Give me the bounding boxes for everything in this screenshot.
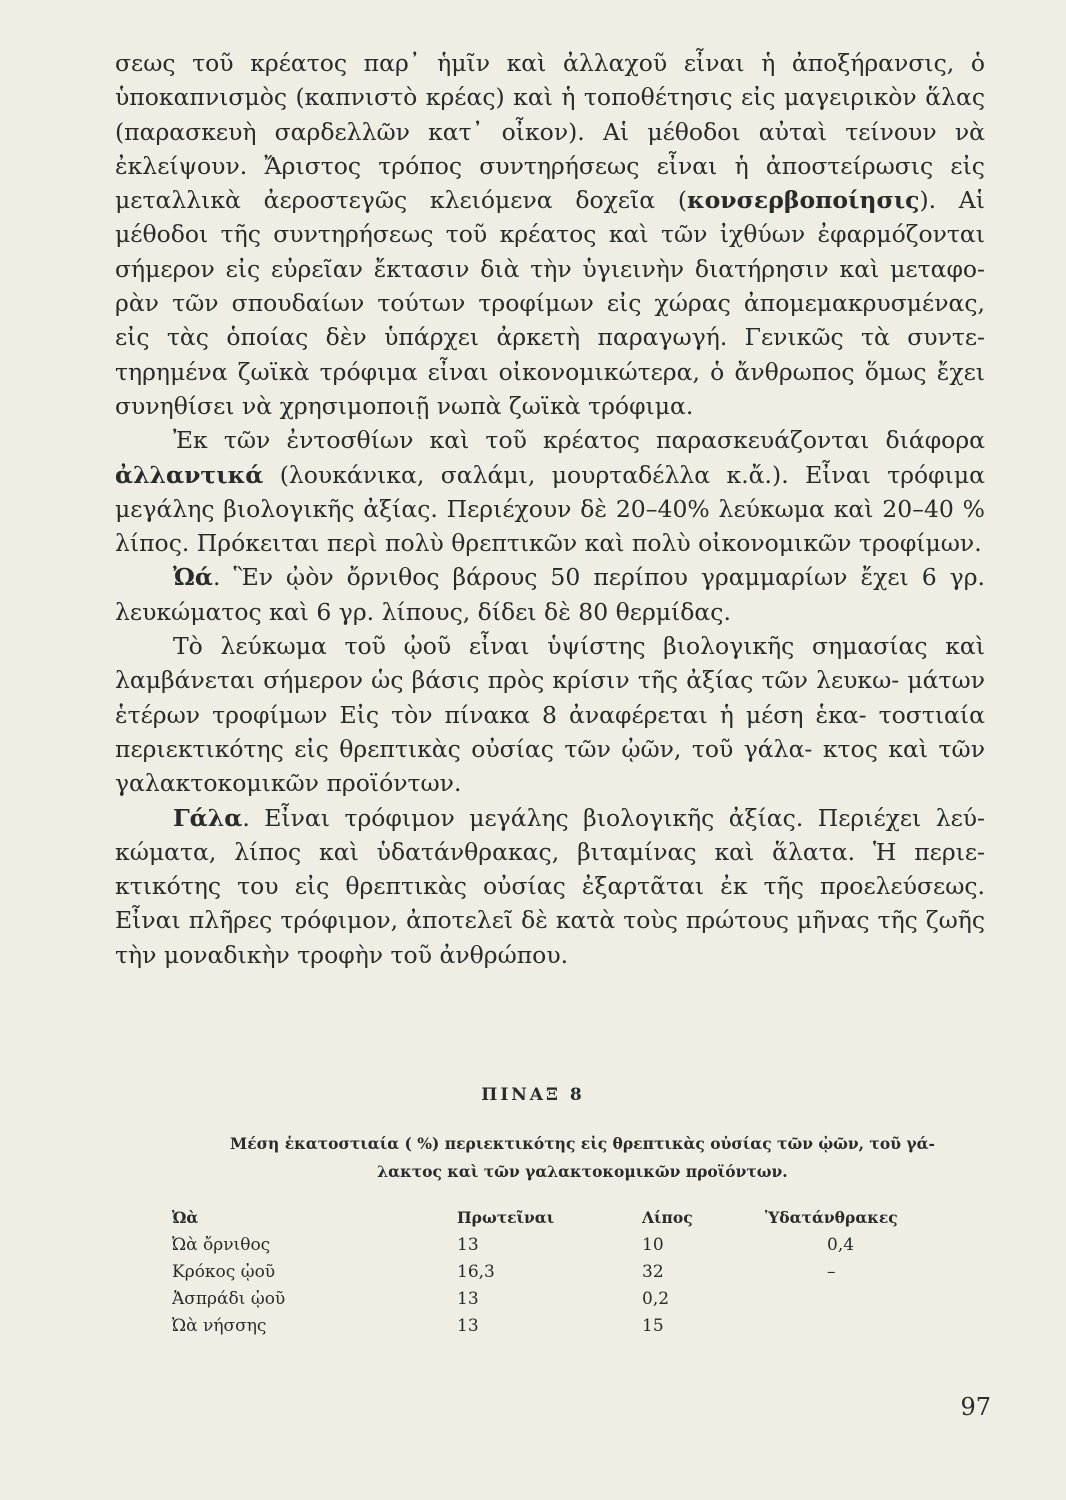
table-caption-line: λακτος καὶ τῶν γαλακτοκομικῶν προϊόντων. — [377, 1162, 788, 1181]
text-line: μεγάλης βιολογικῆς ἀξίας. Περιέχουν δὲ 20–40% λεύκωμα καὶ 20–40 % — [115, 494, 985, 523]
table-header-cell: Λίπος — [642, 1208, 693, 1227]
table-row — [172, 1316, 952, 1343]
table-cell: 0,4 — [827, 1235, 855, 1255]
nutrient-table — [172, 1208, 952, 1343]
paragraph — [115, 560, 985, 629]
table-caption-line: Μέση ἑκατοστιαία ( %) περιεκτικότης εἰς θρεπτικὰς οὐσίας τῶν ᾠῶν, τοῦ γά- — [230, 1134, 935, 1153]
text-line: λίπος. Πρόκειται περὶ πολὺ θρεπτικῶν καὶ πολὺ οἰκονομικῶν τροφίμων. — [115, 529, 982, 558]
bold-term: ἀλλαντικά — [115, 460, 264, 489]
table-caption — [175, 1130, 990, 1186]
text-line: ). Αἱ — [919, 186, 985, 215]
table-cell: Ὠὰ ὄρνιθος — [172, 1235, 271, 1255]
text-line: ἔχει συνηθίσει νὰ χρησιμοποιῇ νωπὰ ζωϊκὰ τρόφιμα. — [115, 357, 985, 420]
text-line: τηρημένα ζωϊκὰ τρόφιμα εἶναι οἰκονομικώτερα, ὁ ἄνθρωπος ὅμως — [115, 357, 927, 386]
table-cell: 0,2 — [642, 1289, 670, 1309]
bold-term: Ὠά — [173, 563, 213, 592]
text-line: λευκώματος καὶ 6 γρ. λίπους, δίδει δὲ 80 θερμίδας. — [115, 597, 731, 626]
body-text — [115, 46, 985, 972]
text-line: σήμερον εἰς εὐρεῖαν ἔκτασιν διὰ τὴν ὑγιεινὴν διατήρησιν καὶ μεταφο- — [115, 254, 985, 283]
table-cell: Κρόκος ᾠοῦ — [172, 1262, 276, 1282]
text-line: εἰς τὰς ὁποίας δὲν ὑπάρχει ἀρκετὴ παραγωγή. Γενικῶς τὰ συντε- — [115, 323, 985, 352]
paragraph — [115, 801, 985, 972]
text-line: Ἐκ τῶν ἐντοσθίων καὶ τοῦ κρέατος παρασκευάζονται διάφορα — [173, 426, 985, 455]
table-cell: 10 — [642, 1235, 664, 1255]
table-row — [172, 1235, 952, 1262]
text-line: κτικότης του εἰς θρεπτικὰς οὐσίας ἐξαρτᾶται ἐκ τῆς προελεύσεως. Εἶναι — [115, 872, 985, 935]
text-line: κώματα, λίπος καὶ ὑδατάνθρακας, βιταμίνας καὶ ἅλατα. Ἡ περιε- — [115, 837, 985, 866]
text-line: κτος καὶ τῶν γαλακτοκομικῶν προϊόντων. — [115, 734, 985, 798]
text-line: λαμβάνεται σήμερον ὡς βάσις πρὸς κρίσιν τῆς ἀξίας τῶν λευκω- — [115, 666, 900, 695]
text-line: (λουκάνικα, σαλάμι, μουρταδέλλα κ.ἄ.). Εἶναι τρόφιμα — [263, 460, 985, 489]
paragraph — [115, 423, 985, 560]
table-title: ΠΙΝΑΞ 8 — [481, 1085, 585, 1105]
table-row — [172, 1289, 952, 1316]
table-header-row — [172, 1208, 952, 1235]
text-line: Τὸ λεύκωμα τοῦ ᾠοῦ εἶναι ὑψίστης βιολογικῆς σημασίας καὶ — [173, 632, 985, 661]
bold-term: Γάλα — [173, 803, 243, 832]
table-cell: 15 — [642, 1316, 664, 1336]
table-header-cell: Πρωτεῖναι — [457, 1208, 555, 1227]
table-cell: 13 — [457, 1235, 479, 1255]
table-cell: 13 — [457, 1316, 479, 1336]
table-cell: 32 — [642, 1262, 664, 1282]
text-line: τοστιαία περιεκτικότης εἰς θρεπτικὰς οὐσίας τῶν ᾠῶν, τοῦ γάλα- — [115, 700, 985, 763]
table-header-cell: Ὑδατάνθρακες — [765, 1208, 898, 1227]
paragraph — [115, 629, 985, 800]
table-row — [172, 1262, 952, 1289]
text-line: μέθοδοι τῆς συντηρήσεως τοῦ κρέατος καὶ τῶν ἰχθύων ἐφαρμόζονται — [115, 220, 985, 249]
table-cell: Ὠὰ νήσσης — [172, 1316, 267, 1336]
text-line: νὰ ἐκλείψουν. Ἄριστος τρόπος συντηρήσεως εἶναι ἡ ἀποστείρωσις — [115, 117, 985, 180]
text-line: ρὰν τῶν σπουδαίων τούτων τροφίμων εἰς χώρας ἀπομεμακρυσμένας, — [115, 289, 985, 318]
table-cell: 16,3 — [457, 1262, 495, 1282]
page-number: 97 — [960, 1393, 991, 1421]
text-line: ὑποκαπνισμὸς (καπνιστὸ κρέας) καὶ ἡ τοποθέτησις εἰς μαγειρικὸν — [115, 83, 917, 112]
text-line: μάτων ἑτέρων τροφίμων Εἰς τὸν πίνακα 8 ἀναφέρεται ἡ μέση ἑκα- — [115, 666, 985, 729]
table-header-cell: Ὠὰ — [172, 1208, 199, 1227]
text-line: . Ἓν ᾠὸν ὄρνιθος βάρους 50 περίπου γραμμαρίων ἔχει 6 γρ. — [212, 563, 985, 592]
bold-term: κονσερβοποίησις — [687, 186, 920, 215]
text-line: . Εἶναι τρόφιμον μεγάλης βιολογικῆς ἀξίας. Περιέχει λεύ- — [242, 803, 985, 832]
paragraph — [115, 46, 985, 423]
text-line: εἰς μεταλλικὰ ἀεροστεγῶς κλειόμενα δοχεῖα ( — [115, 151, 985, 215]
text-line: τὴν μοναδικὴν τροφὴν τοῦ ἀνθρώπου. — [115, 940, 569, 969]
text-line: σεως τοῦ κρέατος παρ᾽ ἡμῖν καὶ ἀλλαχοῦ εἶναι ἡ ἀποξήρανσις, ὁ — [115, 49, 985, 77]
table-cell: Ἀσπράδι ᾠοῦ — [172, 1289, 286, 1309]
table-cell: – — [827, 1262, 836, 1282]
text-line: ἅλας (παρασκευὴ σαρδελλῶν κατ᾽ οἶκον). Αἱ μέθοδοι αὐταὶ τείνουν — [115, 83, 985, 146]
table-cell: 13 — [457, 1289, 479, 1309]
text-line: πλῆρες τρόφιμον, ἀποτελεῖ δὲ κατὰ τοὺς πρώτους μῆνας τῆς ζωῆς — [188, 906, 985, 935]
